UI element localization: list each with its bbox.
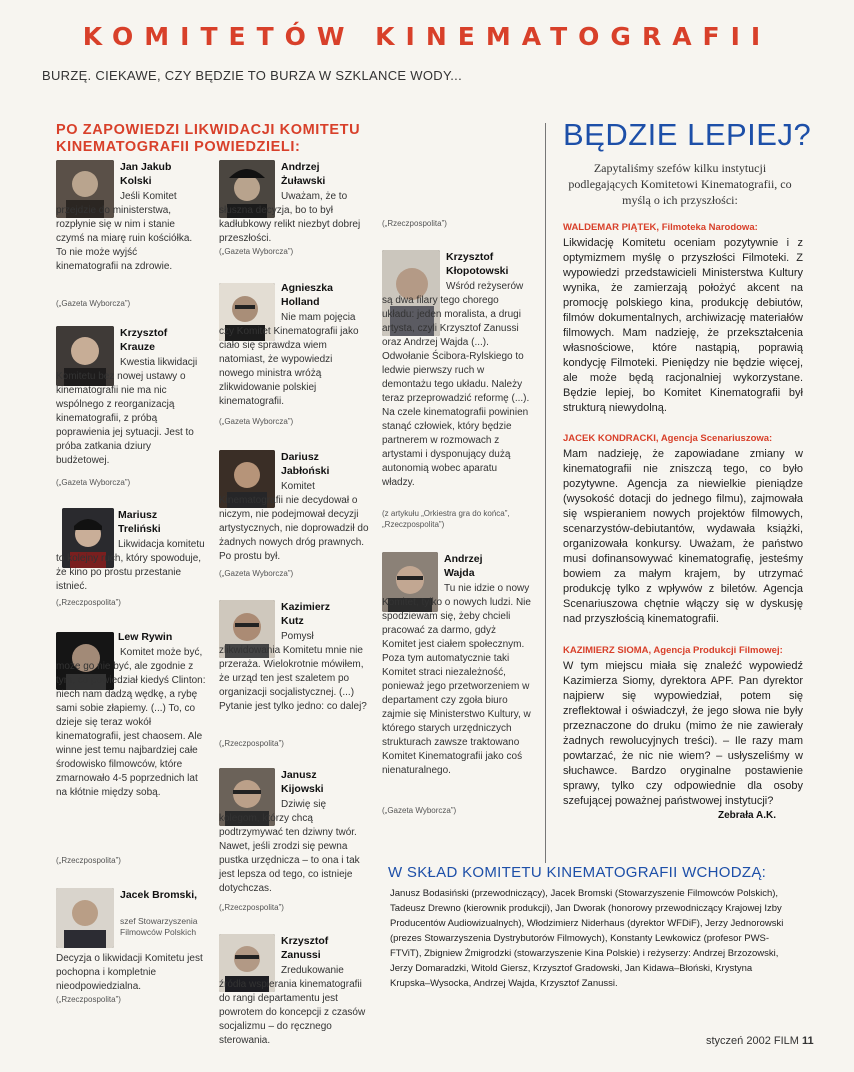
quote-zanussi-text: Zredukowanie źródła wspierania kinematografii do rangi departamentu jest powrotem do koncepcji z czasów socjalizmu – do ręcznego sterowania. xyxy=(219,965,366,1046)
quote-rywin-name: Lew Rywin xyxy=(118,631,173,643)
quote-kutz-name: Kazimierz Kutz xyxy=(281,601,331,627)
page-number: 11 xyxy=(802,1035,814,1047)
entry-sioma-head: KAZIMIERZ SIOMA, Agencja Produkcji Filmowej: xyxy=(563,645,783,656)
composition-heading: W SKŁAD KOMITETU KINEMATOGRAFII WCHODZĄ: xyxy=(388,864,767,881)
signature: Zebrała A.K. xyxy=(718,810,776,821)
quote-wajda-source: („Gazeta Wyborcza”) xyxy=(382,806,457,815)
quote-klopotowski-source: (z artykułu „Orkiestra gra do końca”, „Rzeczpospolita”) xyxy=(382,509,510,529)
quote-trelinski-source: („Rzeczpospolita”) xyxy=(56,598,121,607)
quotes-heading: PO ZAPOWIEDZI LIKWIDACJI KOMITETU KINEMATOGRAFII POWIEDZIELI: xyxy=(56,122,361,155)
quote-klopotowski-text: Wśród reżyserów są dwa filary tego chorego układu: jeden moralista, a drugi artysta, czyli Krzysztof Zanussi oraz Andrzej Wajda (...). Odwołanie Ścibora-Rylskiego to ledwie pierwszy ruch w demontażu tego układu. Należy teraz przeprowadzić reformę (...). Na czele kinematografii powinien stanąć człowiek, który będzie partnerem w rozmowach z artystami i dysponujący dużą autonomią wobec aparatu władzy. xyxy=(382,281,530,488)
quote-zulawski-name: Andrzej Żuławski xyxy=(281,161,326,187)
quote-kolski-source: („Gazeta Wyborcza”) xyxy=(56,299,131,308)
quote-kolski: Jan Jakub Kolski xyxy=(120,161,172,187)
quote-zulawski-text: Uważam, że to słuszna decyzja, bo to był kadłubkowy relikt niezbyt dobrej przeszłości. xyxy=(219,191,361,244)
headline-subtitle: BURZĘ. CIEKAWE, CZY BĘDZIE TO BURZA W SZKLANCE WODY... xyxy=(42,68,462,83)
quote-bromski-name: Jacek Bromski, xyxy=(120,889,198,901)
entry-sioma-text: W tym miejscu miała się znaleźć wypowiedź Kazimierza Siomy, dyrektora APF. Pan dyrektor najpierw się wypowiedział, potem się zreflektował i oświadczył, że jego słowa nie były przeznaczone do druku (mimo że nie zawierały żadnych rewolucyjnych treści). – Ile razy mam powtarzać, że nic nie wiem? – usłyszeliśmy w słuchawce. Bardzo oryginalne postawienie sprawy, tylko czy odpowiednie dla osoby szefującej poważnej państwowej instytucji? xyxy=(563,660,803,807)
quote-bromski-role: szef Stowarzyszenia Filmowców Polskich xyxy=(120,916,198,937)
quote-zanussi-source: („Rzeczpospolita”) xyxy=(382,219,447,228)
quote-kijowski-text: Dziwię się kolegom, którzy chcą podtrzymywać ten dziwny twór. Nawet, jeśli zrodzi się pewna pustka urzędnicza – to ona i tak jest lepsza od tego, co istnieje dotychczas. xyxy=(219,799,360,894)
quote-kolski-text: Jeśli Komitet przejdzie do ministerstwa, rozpłynie się w nim i stanie czymś na miarę ruin kościółka. To nie może wyjść kinematografii na zdrowie. xyxy=(56,191,193,272)
entry-kondracki-text: Mam nadzieję, że zapowiadane zmiany w kinematografii nie zniszczą tego, co było pozytywne. Agencja za niewielkie pieniądze (wysokość dotacji do jednego filmu), zajmowała się wspieraniem nowych projektów filmowych, scenarzystów-debiutantów, wydawała książki, organizowała konkursy. Uważam, że państwo musi dofinansowywać kinematografię, jesteśmy bowiem za małym krajem, by utrzymać produkcję tylko z wpływów z biletów. Agencja Scenariuszowa chętnie włączy się w dyskusję nad przyszłością kinematografii. xyxy=(563,448,803,625)
page-footer xyxy=(706,1035,814,1047)
portrait-bromski xyxy=(56,888,114,948)
quote-holland-source: („Gazeta Wyborcza”) xyxy=(219,417,294,426)
entry-piatek-head: WALDEMAR PIĄTEK, Filmoteka Narodowa: xyxy=(563,222,758,233)
quote-zanussi-name: Krzysztof Zanussi xyxy=(281,935,329,961)
quote-krauze-name: Krzysztof Krauze xyxy=(120,327,168,353)
quote-klopotowski-name: Krzysztof Kłopotowski xyxy=(446,251,509,277)
quote-holland-name: Agnieszka Holland xyxy=(281,282,333,308)
quote-wajda-name: Andrzej Wajda xyxy=(444,553,483,579)
quote-rywin-source: („Rzeczpospolita”) xyxy=(56,856,121,865)
quote-rywin-text: Komitet może być, może go nie być, ale zgodnie z tym, co powiedział kiedyś Clinton: niech nam dadzą wędkę, a rybę sami sobie złapiemy. (...) To, co dzieje się teraz wokół kinematografii, jest chaosem. Ale winne jest temu najbardziej całe środowisko filmowców, które zmarnowało 4-5 poprzednich lat na kłótnie między sobą. xyxy=(56,647,206,798)
quote-kijowski-source: („Rzeczpospolita”) xyxy=(219,903,284,912)
quote-jablonski-text: Komitet Kinematografii nie decydował o niczym, nie podejmował decyzji artystycznych, nie doprowadził do żadnych nowych dróg prawnych. Po prostu był. xyxy=(219,481,369,562)
quote-kijowski-name: Janusz Kijowski xyxy=(281,769,324,795)
entry-kondracki-head: JACEK KONDRACKI, Agencja Scenariuszowa: xyxy=(563,433,773,444)
quote-trelinski-name: Mariusz Treliński xyxy=(118,509,161,535)
quote-kutz-text: Pomysł zlikwidowania Komitetu mnie nie przeraża. Wielokrotnie mówiłem, że urząd ten jest szaletem po organizacji socjalistycznej. (...) Pytanie jest tylko jedno: co dalej? xyxy=(219,631,367,712)
quote-holland-text: Nie mam pojęcia czy Komitet Kinematografii jako ciało się sprawdza wiem natomiast, że wypowiedzi nowego ministra wróżą zlikwidowanie polskiej kinematografii. xyxy=(219,312,359,407)
quote-bromski-source: („Rzeczpospolita”) xyxy=(56,995,121,1004)
quote-bromski-text: Decyzja o likwidacji Komitetu jest pochopna i kompletnie nieodpowiedzialna. xyxy=(56,953,203,992)
composition-text: Janusz Bodasiński (przewodniczący), Jacek Bromski (Stowarzyszenie Filmowców Polskich), Tadeusz Drewno (kierownik produkcji), Jan Dworak (honorowy przewodniczący Krajowej Izby Producentów Audiowizualnych), Włodzimierz Niderhaus (dyrektor WFDiF), Jerzy Jednorowski (prezes Stowarzyszenia Dystrybutorów Filmowych), Konstanty Lewkowicz (profesor PWS-FTViT), Zbigniew Żmigrodzki (stowarzyszenie Kina Polskie) i reżyserzy: Andrzej Brzozowski, Jerzy Domaradzki, Witold Giersz, Krzysztof Gradowski, Jan Kidawa–Błoński, Krystyna Krupska–Wysocka, Andrzej Wajda, Krzysztof Zanussi. xyxy=(390,888,784,989)
quote-krauze-source: („Gazeta Wyborcza”) xyxy=(56,478,131,487)
page-headline: KOMITETÓW KINEMATOGRAFII xyxy=(82,22,772,51)
quote-kutz-source: („Rzeczpospolita”) xyxy=(219,739,284,748)
quote-krauze-text: Kwestia likwidacji Komitetu bez nowej ustawy o kinematografii nie ma nic wspólnego z reorganizacją kinematografii, z próbą poprawienia jej sytuacji. Jest to próba zatkania dziury budżetowej. xyxy=(56,357,198,466)
entry-piatek-text: Likwidację Komitetu oceniam pozytywnie i z optymizmem myślę o przyszłości Filmoteki. Z wypowiedzi przedstawicieli Ministerstwa Kultury wynika, że zamierzają położyć akcent na promocję polskiego kina, produkcję debiutów, filmów dokumentalnych, archiwizację materiałów filmowych. Mam nadzieję, że przekształcenia własnościowe, które nastąpią, poprawią kondycję Filmoteki. Pieniędzy nie będzie więcej, ale może będą racjonalniej wykorzystane. Będzie lepiej, bo Komitet Kinematografii był strukturą niewydolną. xyxy=(563,237,803,414)
right-section-intro: Zapytaliśmy szefów kilku instytucji podlegających Komitetowi Kinematografii, co myślą o ich przyszłości: xyxy=(568,161,792,207)
quote-trelinski-text: Likwidacja komitetu to kolejny ruch, który spowoduje, że kino po prostu przestanie istnieć. xyxy=(56,539,205,592)
quote-jablonski-source: („Gazeta Wyborcza”) xyxy=(219,569,294,578)
quote-wajda-text: Tu nie idzie o nowy Komitet, tylko o nowych ludzi. Nie spodziewam się, żeby chcieli pracować za darmo, gdyż Komitet jest ciałem społecznym. Poza tym automatycznie taki Komitet straci niezależność, ponieważ jego przetworzeniem w departament czy zgoła biuro zajmie się Ministerstwo Kultury, w którego starych urzędniczych strukturach zawsze traktowano Komitet Kinematografii jako coś nienaturalnego. xyxy=(382,583,531,776)
footer-issue: styczeń 2002 FILM xyxy=(706,1035,799,1047)
right-section-title: BĘDZIE LEPIEJ? xyxy=(563,117,812,152)
quote-jablonski-name: Dariusz Jabłoński xyxy=(281,451,330,477)
quote-zulawski-source: („Gazeta Wyborcza”) xyxy=(219,247,294,256)
column-divider xyxy=(545,123,546,863)
